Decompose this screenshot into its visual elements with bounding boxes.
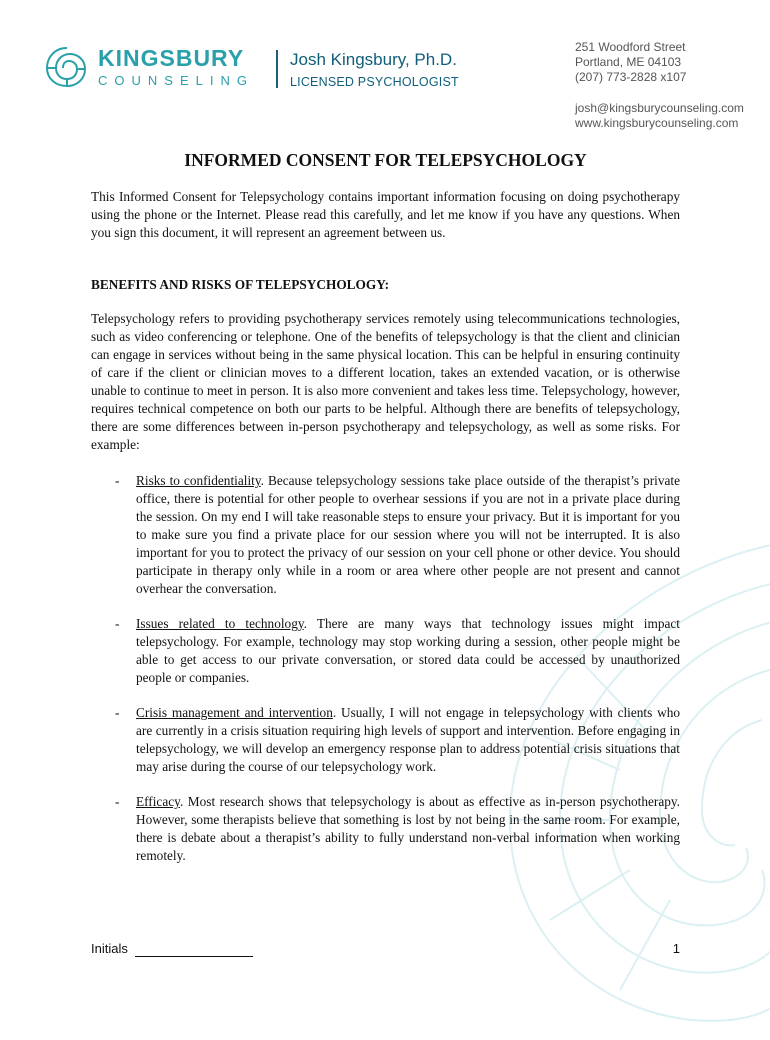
list-dash: -: [115, 705, 120, 720]
list-item-body: . There are many ways that technology issues might impact telepsychology. For example, technology may stop working during a session, other people might be able to get access to our private conversation, or stored data could be accessed by unauthorized people or companies.: [136, 616, 680, 685]
list-item: [91, 615, 680, 687]
list-item-body: . Most research shows that telepsychology is about as effective as in-person psychotherapy. However, some therapists believe that something is lost by not being in the same room. For example, there is debate about a therapist’s ability to fully understand non-verbal information when working remotely.: [136, 794, 680, 863]
email-address: josh@kingsburycounseling.com: [575, 101, 744, 115]
section-paragraph: Telepsychology refers to providing psychotherapy services remotely using telecommunications technologies, such as video conferencing or telephone. One of the benefits of telepsychology is that the client and clinician can engage in services without being in the same physical location. This can be helpful in ensuring continuity of care if the client or clinician moves to a different location, takes an extended vacation, or is otherwise unable to continue to meet in person. It is also more convenient and takes less time. Telepsychology, however, requires technical competence on both our parts to be helpful. Although there are benefits of telepsychology, there are some differences between in-person psychotherapy and telepsychology, as well as some risks. For example:: [91, 311, 680, 452]
list-item-text: [136, 615, 680, 687]
brand-logo: [98, 46, 254, 90]
website-url: www.kingsburycounseling.com: [575, 116, 739, 130]
list-item-label: Issues related to technology: [136, 616, 304, 631]
list-item-label: Risks to confidentiality: [136, 473, 261, 488]
letterhead: [0, 0, 770, 130]
list-item-label: Efficacy: [136, 794, 180, 809]
address-line-1: 251 Woodford Street: [575, 40, 686, 54]
contact-block: [575, 40, 744, 131]
brand-subtitle: COUNSELING: [98, 73, 254, 88]
initials-label: Initials: [91, 941, 128, 956]
list-item: [91, 793, 680, 865]
page-footer: [91, 941, 680, 961]
document-body: [91, 150, 680, 882]
document-title: INFORMED CONSENT FOR TELEPSYCHOLOGY: [184, 150, 587, 170]
practitioner-title: LICENSED PSYCHOLOGIST: [290, 75, 459, 89]
list-item-body: . Because telepsychology sessions take place outside of the therapist’s private office, there is potential for other people to overhear sessions if you are not in a private place during the session. On my end I will take reasonable steps to ensure your privacy. But it is important for you to make sure you find a private place for our session where you will not be interrupted. It is also important for you to protect the privacy of our session on your cell phone or other device. You should participate in therapy only while in a room or area where other people are not present and cannot overhear the conversation.: [136, 473, 680, 596]
list-item-text: [136, 704, 680, 776]
nautilus-logo-icon: [44, 44, 90, 90]
section-heading: BENEFITS AND RISKS OF TELEPSYCHOLOGY:: [91, 277, 390, 292]
list-dash: -: [115, 794, 120, 809]
address-line-2: Portland, ME 04103: [575, 55, 682, 69]
list-dash: -: [115, 616, 120, 631]
list-item: [91, 472, 680, 598]
list-item-label: Crisis management and intervention: [136, 705, 333, 720]
page-number: 1: [672, 941, 680, 956]
risk-list: [91, 472, 680, 865]
practitioner-block: [290, 50, 459, 91]
phone-number: (207) 773-2828 x107: [575, 70, 687, 84]
brand-name: KINGSBURY: [98, 45, 245, 71]
list-item: [91, 704, 680, 776]
initials-line[interactable]: [135, 956, 253, 957]
header-divider: [276, 50, 278, 88]
list-item-body: . Usually, I will not engage in telepsychology with clients who are currently in a crisis situation requiring high levels of support and intervention. Before engaging in telepsychology, we will develop an emergency response plan to address potential crisis situations that may arise during the course of our telepsychology work.: [136, 705, 680, 774]
list-item-text: [136, 472, 680, 598]
list-item-text: [136, 793, 680, 865]
intro-paragraph: This Informed Consent for Telepsychology contains important information focusing on doing psychotherapy using the phone or the Internet. Please read this carefully, and let me know if you have any questions. When you sign this document, it will represent an agreement between us.: [91, 189, 680, 240]
list-dash: -: [115, 473, 120, 488]
practitioner-name: Josh Kingsbury, Ph.D.: [290, 50, 457, 69]
